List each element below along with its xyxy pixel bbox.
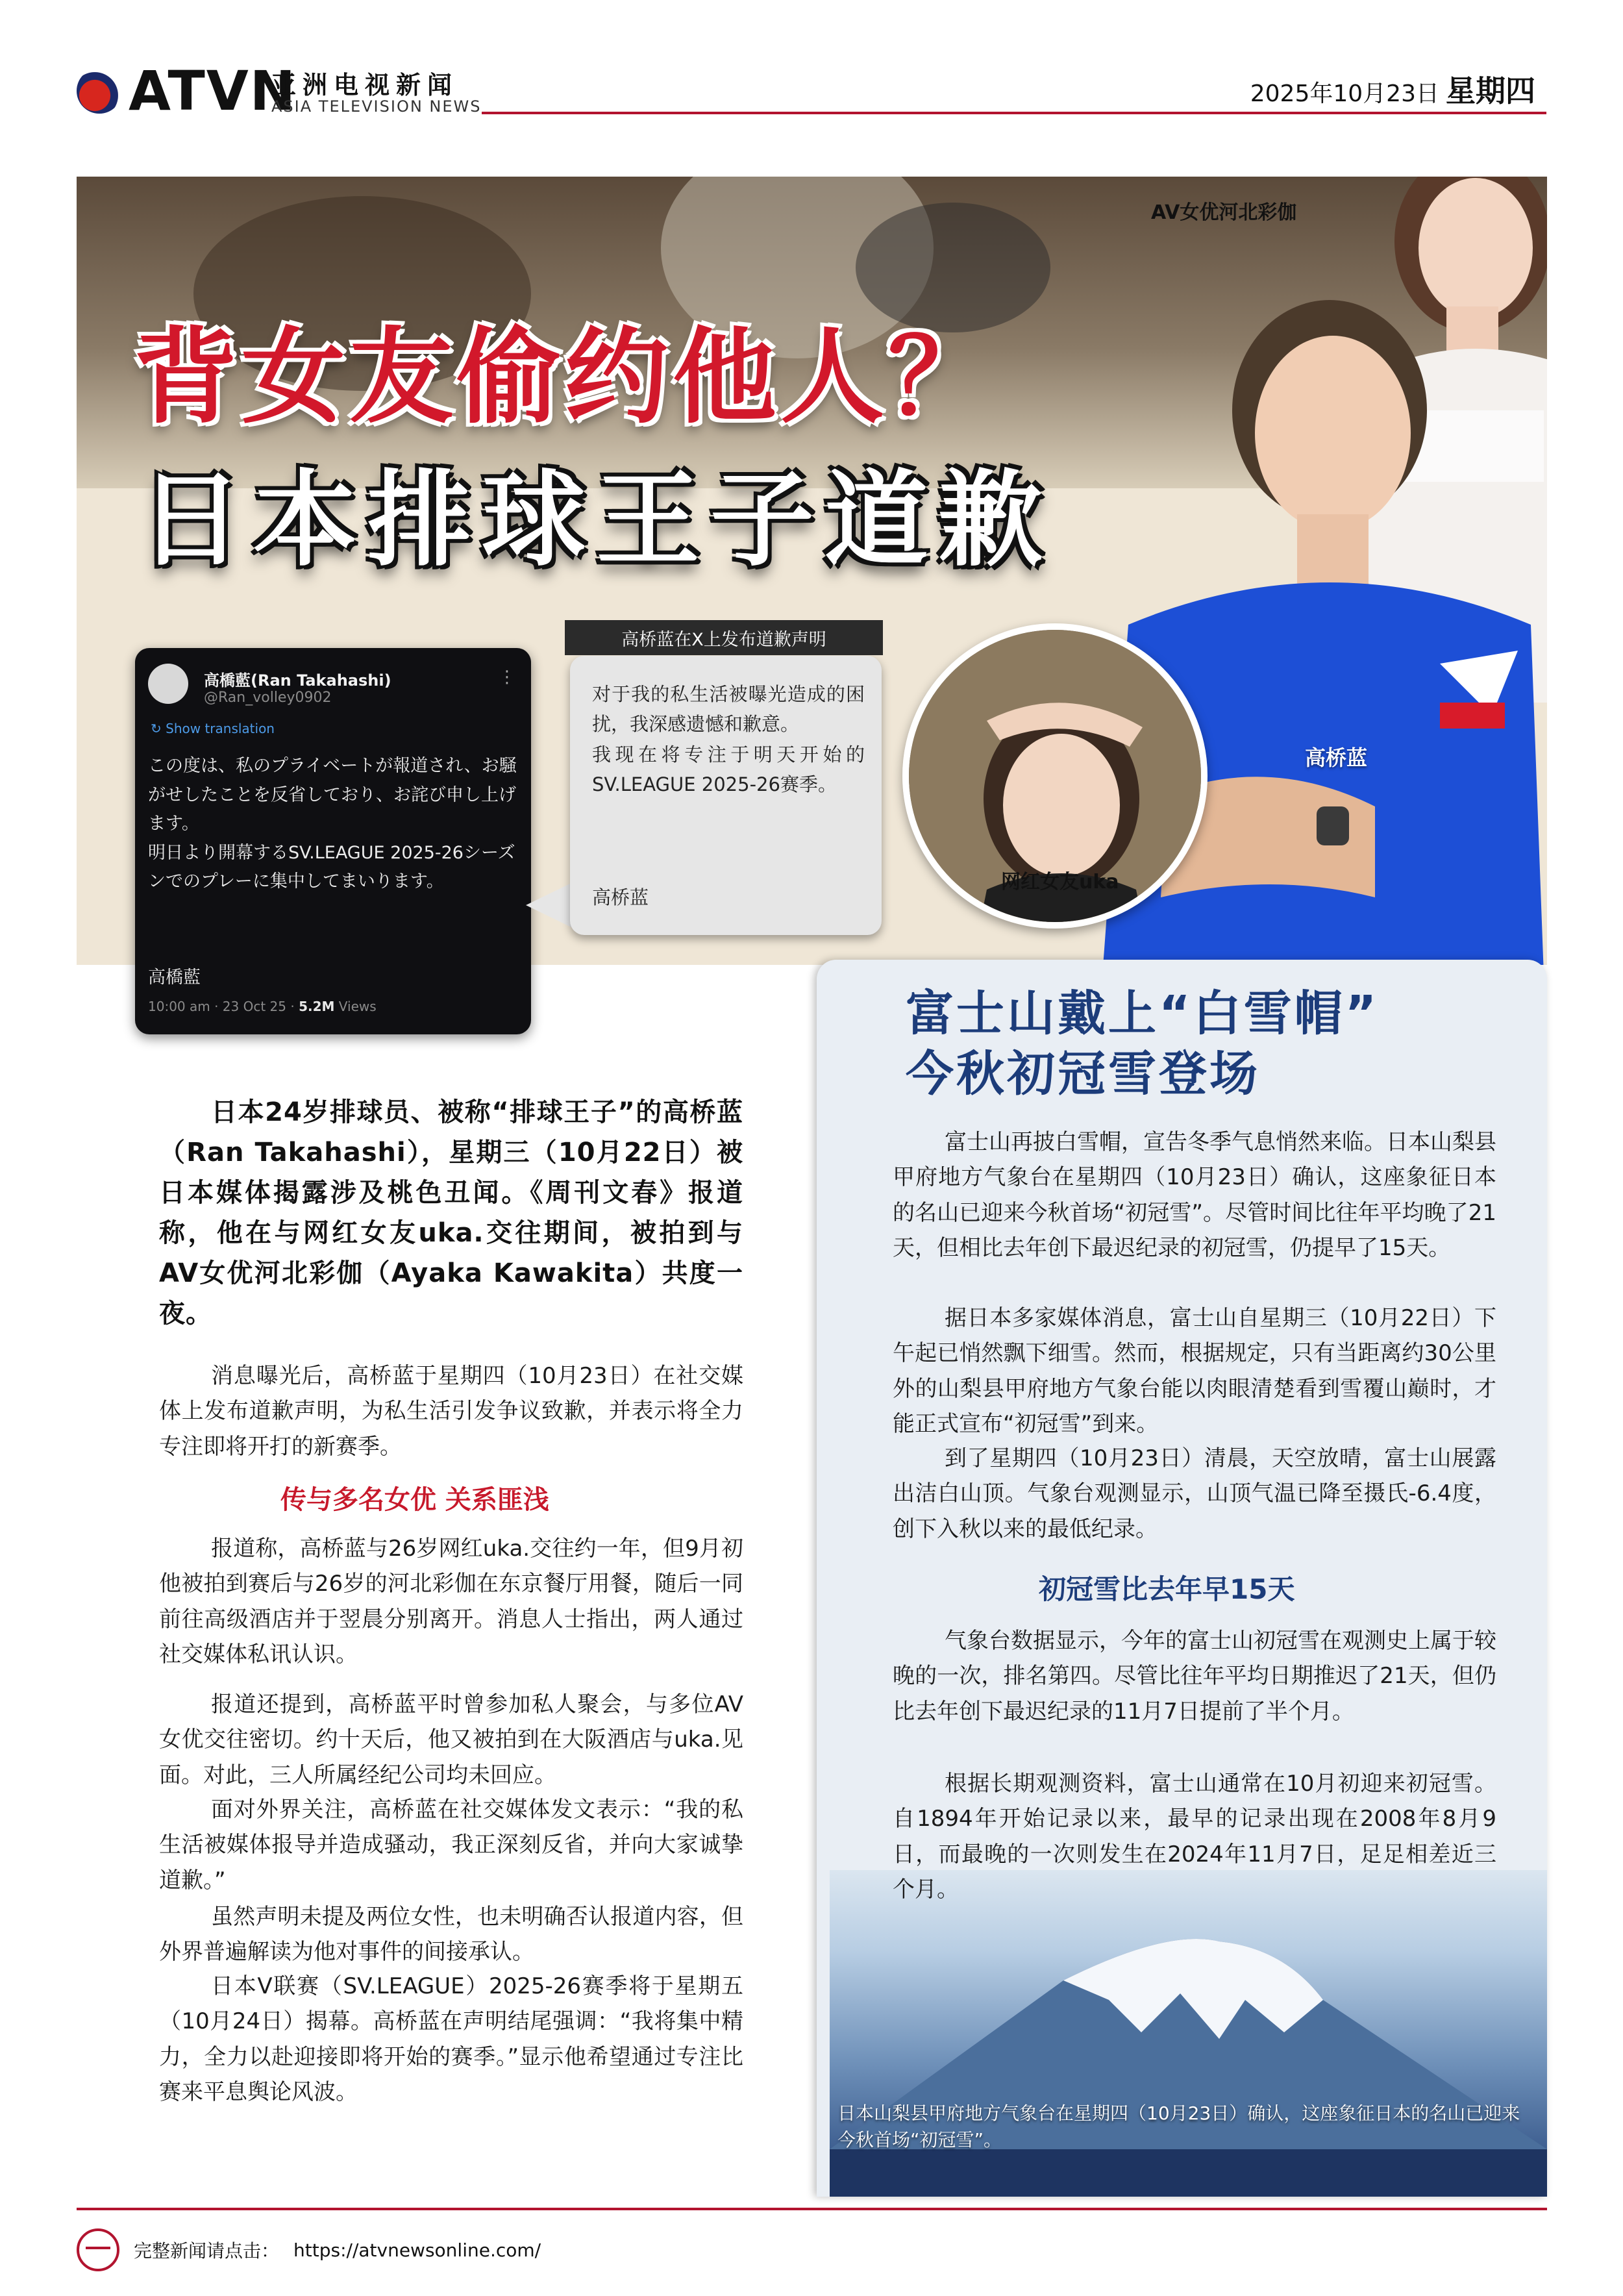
show-translation-link[interactable]: ↻ Show translation xyxy=(151,721,275,736)
article-lead: 日本24岁排球员、被称“排球王子”的高桥蓝（Ran Takahashi），星期三（10月22日）被日本媒体揭露涉及桃色丑闻。《周刊文春》报道称，他在与网红女友uka.交往期间，被拍到与AV女优河北彩伽（Ayaka Kawakita）共度一夜。 xyxy=(159,1097,743,1329)
brand-name-cn: 亚洲电视新闻 xyxy=(271,71,459,99)
header-divider xyxy=(482,112,1546,114)
article-paragraph-5: 虽然声明未提及两位女性，也未明确否认报道内容，但外界普遍解读为他对事件的间接承认。 xyxy=(159,1904,743,1965)
tweet-time: 10:00 am · 23 Oct 25 · xyxy=(148,999,299,1014)
globe-icon xyxy=(77,2228,119,2271)
tweet-meta xyxy=(148,999,377,1014)
speech-bubble-tail xyxy=(526,883,571,927)
fuji-paragraph-3: 到了星期四（10月23日）清晨，天空放晴，富士山展露出洁白山顶。气象台观测显示，山顶气温已降至摄氏-6.4度，创下入秋以来的最低纪录。 xyxy=(893,1445,1496,1542)
statement-signature: 高桥蓝 xyxy=(592,886,649,908)
fuji-photo-caption: 日本山梨县甲府地方气象台在星期四（10月23日）确认，这座象征日本的名山已迎来今秋首场“初冠雪”。 xyxy=(837,2103,1520,2151)
issue-date xyxy=(1250,68,1535,110)
footer-label: 完整新闻请点击： xyxy=(134,2240,280,2262)
atvn-logo xyxy=(77,58,297,123)
tweet-card xyxy=(135,648,531,1034)
show-translation-label: Show translation xyxy=(166,721,275,736)
date-text: 2025年10月23日 xyxy=(1250,81,1439,107)
tweet-signature: 高橋藍 xyxy=(148,967,201,988)
fuji-paragraph-4: 气象台数据显示，今年的富士山初冠雪在观测史上属于较晚的一次，排名第四。尽管比往年平均日期推迟了21天，但仍比去年创下最迟纪录的11月7日提前了半个月。 xyxy=(893,1628,1496,1725)
tweet-body: この度は、私のプライベートが報道され、お騒がせしたことを反省しており、お詫び申し上げます。 明日より開幕するSV.LEAGUE 2025-26シーズンでのプレーに集中してまいります。 xyxy=(148,756,517,892)
logo-text: ATVN xyxy=(129,59,297,123)
footer-divider xyxy=(77,2208,1547,2210)
statement-text: 对于我的私生活被曝光造成的困扰，我深感遗憾和歉意。 我现在将专注于明天开始的SV.LEAGUE 2025-26赛季。 xyxy=(592,683,865,796)
fuji-title xyxy=(906,984,1379,1104)
fuji-paragraph-5: 根据长期观测资料，富士山通常在10月初迎来初冠雪。自1894年开始记录以来，最早的记录出现在2008年8月9日，而最晚的一次则发生在2024年11月7日，足足相差近三个月。 xyxy=(893,1771,1496,1903)
avatar xyxy=(148,664,188,704)
article-subheading: 传与多名女优 关系匪浅 xyxy=(280,1485,549,1515)
footer xyxy=(77,2228,541,2271)
av-actress-label: AV女优河北彩伽 xyxy=(1151,201,1297,224)
fuji-title-line-2: 今秋初冠雪登场 xyxy=(906,1045,1260,1102)
tweet-author-name: 高橋藍(Ran Takahashi) xyxy=(204,671,391,690)
girlfriend-label: 网红女友uka xyxy=(1001,871,1119,893)
tweet-views-count: 5.2M xyxy=(299,999,335,1014)
article-paragraph-4: 面对外界关注，高桥蓝在社交媒体发文表示：“我的私生活被媒体报导并造成骚动，我正深刻反省，并向大家诚挚道歉。” xyxy=(159,1797,743,1893)
fuji-paragraph-1: 富士山再披白雪帽，宣告冬季气息悄然来临。日本山梨县甲府地方气象台在星期四（10月23日）确认，这座象征日本的名山已迎来今秋首场“初冠雪”。尽管时间比往年平均晚了21天，但相比去年创下最迟纪录的初冠雪，仍提早了15天。 xyxy=(893,1129,1496,1262)
footer-url-link[interactable]: https://atvnewsonline.com/ xyxy=(293,2239,541,2261)
article-paragraph-2: 报道称，高桥蓝与26岁网红uka.交往约一年，但9月初他被拍到赛后与26岁的河北彩伽在东京餐厅用餐，随后一同前往高级酒店并于翌晨分别离开。消息人士指出，两人通过社交媒体私讯认识。 xyxy=(159,1536,743,1668)
article-paragraph-6: 日本V联赛（SV.LEAGUE）2025-26赛季将于星期五（10月24日）揭幕。高桥蓝在声明结尾强调：“我将集中精力，全力以赴迎接即将开始的赛季。”显示他希望通过专注比赛来平息舆论风波。 xyxy=(159,1973,743,2106)
statement-title: 高桥蓝在X上发布道歉声明 xyxy=(565,620,883,655)
tweet-author-handle: @Ran_volley0902 xyxy=(204,690,332,706)
fuji-title-line-1: 富士山戴上“白雪帽” xyxy=(906,986,1380,1042)
article-paragraph-1: 消息曝光后，高桥蓝于星期四（10月23日）在社交媒体上发布道歉声明，为私生活引发争议致歉，并表示将全力专注即将开打的新赛季。 xyxy=(159,1363,743,1460)
headline-line-1: 背女友偷约他人？ xyxy=(134,316,997,438)
brand-name-en: ASIA TELEVISION NEWS xyxy=(271,97,482,116)
ran-takahashi-label: 高桥蓝 xyxy=(1305,745,1368,770)
fuji-paragraph-2: 据日本多家媒体消息，富士山自星期三（10月22日）下午起已悄然飘下细雪。然而，根据规定，只有当距离约30公里外的山梨县甲府地方气象台能以肉眼清楚看到雪覆山巅时，才能正式宣布“初冠雪”到来。 xyxy=(893,1305,1496,1438)
weekday-text: 星期四 xyxy=(1446,73,1535,108)
more-options-icon[interactable]: ⋮ xyxy=(499,668,515,687)
statement-bubble xyxy=(570,656,882,935)
atvn-logo-icon xyxy=(77,68,122,114)
tweet-views-label: Views xyxy=(334,999,377,1014)
fuji-subheading: 初冠雪比去年早15天 xyxy=(1039,1573,1295,1605)
article-paragraph-3: 报道还提到，高桥蓝平时曾参加私人聚会，与多位AV女优交往密切。约十天后，他又被拍到在大阪酒店与uka.见面。对此，三人所属经纪公司均未回应。 xyxy=(159,1691,743,1788)
headline-line-2: 日本排球王子道歉 xyxy=(139,459,1054,580)
